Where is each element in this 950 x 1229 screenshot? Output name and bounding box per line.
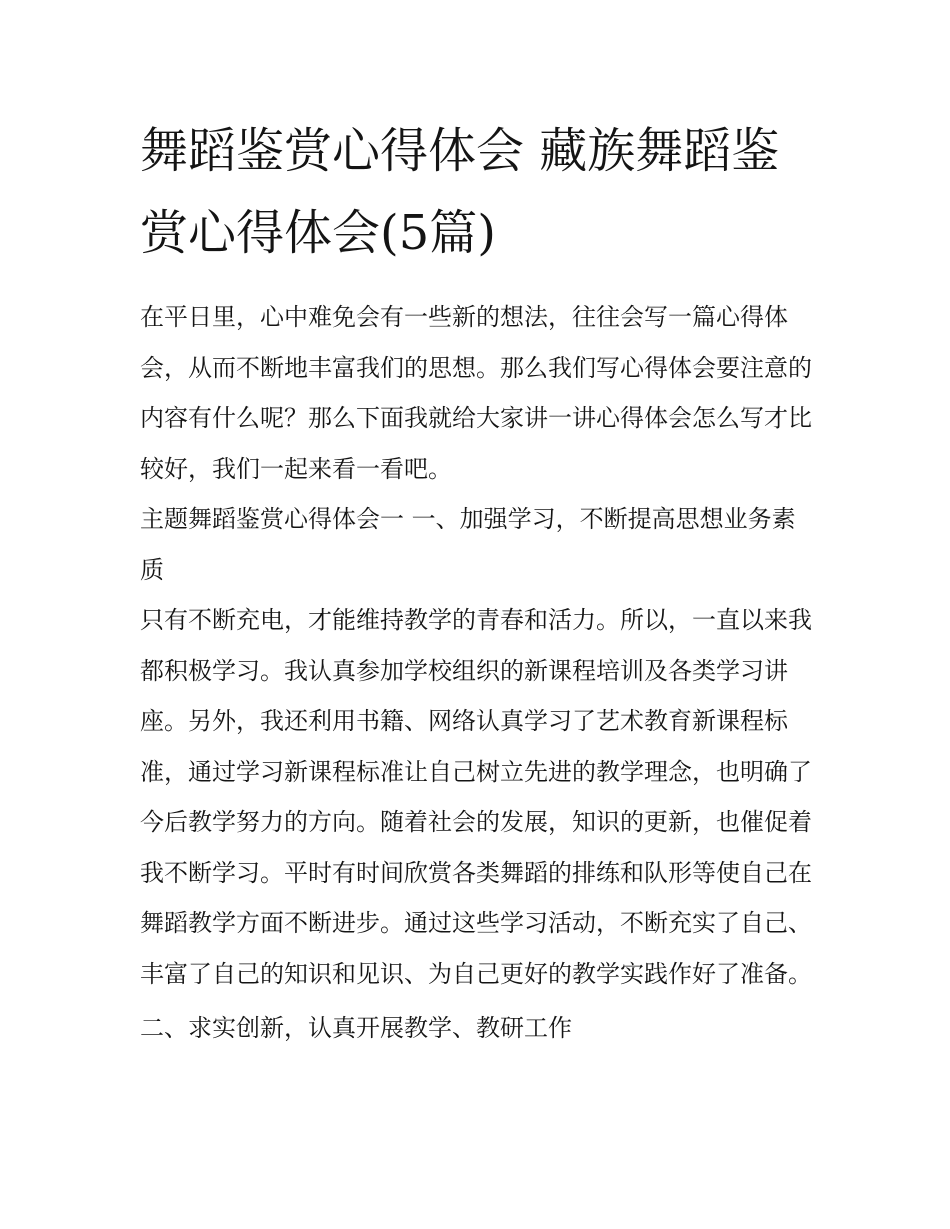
paragraph-section-one-heading: 主题舞蹈鉴赏心得体会一 一、加强学习，不断提高思想业务素质 [140, 505, 796, 584]
paragraph-section-two-heading: 二、求实创新，认真开展教学、教研工作 [140, 1014, 572, 1042]
paragraph-intro: 在平日里，心中难免会有一些新的想法，往往会写一篇心得体会，从而不断地丰富我们的思想。那么我们写心得体会要注意的内容有什么呢？那么下面我就给大家讲一讲心得体会怎么写才比较好，我们一起来看一看吧。 [140, 303, 812, 483]
document-title: 舞蹈鉴赏心得体会 藏族舞蹈鉴赏心得体会(5篇) [140, 123, 780, 261]
paragraph-section-one-body: 只有不断充电，才能维持教学的青春和活力。所以，一直以来我都积极学习。我认真参加学校组织的新课程培训及各类学习讲座。另外，我还利用书籍、网络认真学习了艺术教育新课程标准，通过学习新课程标准让自己树立先进的教学理念，也明确了今后教学努力的方向。随着社会的发展，知识的更新，也催促着我不断学习。平时有时间欣赏各类舞蹈的排练和队形等使自己在舞蹈教学方面不断进步。通过这些学习活动，不断充实了自己、丰富了自己的知识和见识、为自己更好的教学实践作好了准备。 [140, 606, 812, 988]
document-page [140, 110, 812, 1054]
document-body [140, 292, 812, 1054]
